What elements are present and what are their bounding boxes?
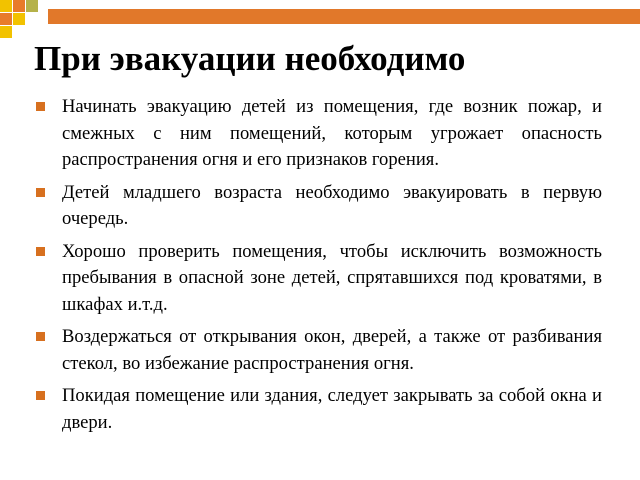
square-bullet-icon — [36, 102, 45, 111]
decor-square-icon — [0, 26, 12, 38]
header-accent-bar — [48, 9, 640, 24]
decor-square-icon — [0, 0, 12, 12]
bullet-text: Начинать эвакуацию детей из помещения, где возник пожар, и смежных с ним помещений, которым угрожает опасность распространения огня и его признаков горения. — [62, 96, 602, 170]
bullet-text: Покидая помещение или здания, следует закрывать за собой окна и двери. — [62, 385, 602, 433]
bullet-text: Воздержаться от открывания окон, дверей, а также от разбивания стекол, во избежание распространения огня. — [62, 326, 602, 374]
bullet-text: Детей младшего возраста необходимо эвакуировать в первую очередь. — [62, 181, 602, 229]
square-bullet-icon — [36, 391, 45, 400]
decor-square-icon — [13, 13, 25, 25]
bullet-item — [36, 180, 602, 233]
bullet-item — [36, 239, 602, 319]
bullet-item — [36, 383, 602, 436]
square-bullet-icon — [36, 188, 45, 197]
bullet-item — [36, 94, 602, 174]
bullet-text: Хорошо проверить помещения, чтобы исключить возможность пребывания в опасной зоне детей, спрятавшихся под кроватями, в шкафах и.т.д. — [62, 240, 602, 315]
decor-square-icon — [13, 0, 25, 12]
bullet-item — [36, 324, 602, 377]
header-decoration — [0, 0, 640, 36]
decor-square-icon — [0, 13, 12, 25]
bullet-list — [36, 94, 602, 442]
square-bullet-icon — [36, 332, 45, 341]
square-bullet-icon — [36, 247, 45, 256]
slide-title: При эвакуации необходимо — [34, 39, 466, 78]
decor-square-icon — [26, 0, 38, 12]
